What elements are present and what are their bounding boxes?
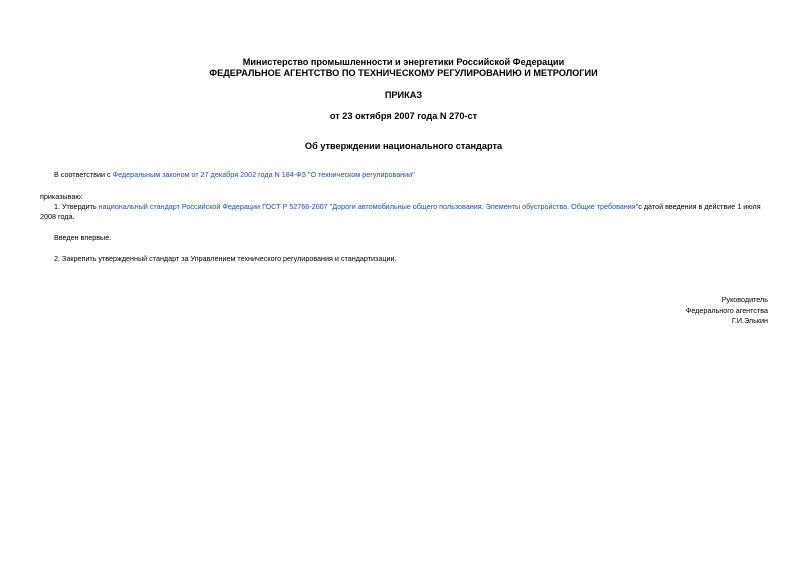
standard-link[interactable]: национальный стандарт Российской Федерации ГОСТ Р 52766-2007 "Дороги автомобильные общего пользования. Элементы обустройства. Общие требования" xyxy=(98,202,639,211)
paragraph-introduced-first: Введен впервые. xyxy=(54,233,112,242)
paragraph-item-1 xyxy=(54,202,768,211)
agency-heading: ФЕДЕРАЛЬНОЕ АГЕНТСТВО ПО ТЕХНИЧЕСКОМУ РЕГУЛИРОВАНИЮ И МЕТРОЛОГИИ xyxy=(209,68,598,78)
federal-law-link[interactable]: Федеральным законом от 27 декабря 2002 года N 184-ФЗ "О техническом регулировании" xyxy=(112,170,415,179)
paragraph-legal-basis xyxy=(54,170,415,179)
signature-organization: Федерального агентства xyxy=(685,306,768,315)
paragraph-item-1-continuation: 2008 года. xyxy=(40,212,75,221)
paragraph-order: приказываю: xyxy=(40,192,83,201)
subject-heading: Об утверждении национального стандарта xyxy=(304,141,503,151)
item-1-prefix: 1. Утвердить xyxy=(54,202,99,211)
signature-title: Руководитель xyxy=(721,295,768,304)
document-type-heading: ПРИКАЗ xyxy=(384,90,423,100)
paragraph-item-2: 2. Закрепить утвержденный стандарт за Управлением технического регулирования и стандартизации. xyxy=(54,254,397,263)
ministry-heading: Министерство промышленности и энергетики Российской Федерации xyxy=(242,57,565,67)
item-1-suffix: с датой введения в действие 1 июля xyxy=(638,202,761,211)
legal-basis-prefix: В соответствии с xyxy=(54,170,113,179)
date-number-heading: от 23 октября 2007 года N 270-ст xyxy=(329,111,478,121)
signature-name: Г.И.Элькин xyxy=(731,316,768,325)
